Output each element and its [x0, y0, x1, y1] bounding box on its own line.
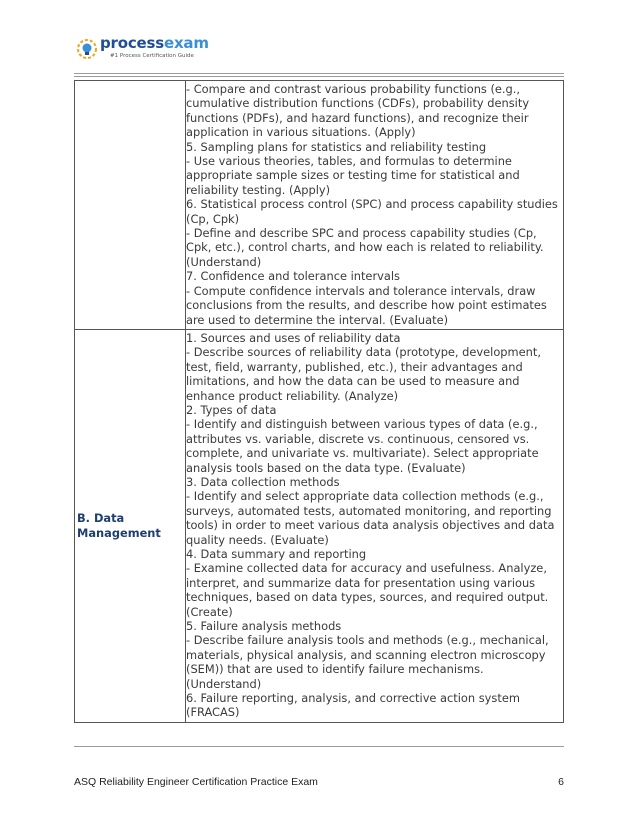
header-divider-secondary	[74, 76, 564, 77]
content-line: 1. Sources and uses of reliability data	[186, 330, 401, 345]
topic-label-cell	[75, 81, 186, 330]
content-line: 5. Sampling plans for statistics and reliability testing	[186, 139, 487, 154]
content-line: - Compare and contrast various probability functions (e.g., cumulative distribution functions (CDFs), probability density functions (PDFs), and hazard functions), and recognize their application in various situations. (Apply)	[186, 82, 530, 140]
footer-divider	[74, 746, 564, 747]
header-divider	[74, 73, 564, 74]
topic-content-cell	[186, 329, 564, 722]
content-line: 5. Failure analysis methods	[186, 619, 342, 634]
content-line: - Describe failure analysis tools and methods (e.g., mechanical, materials, physical analysis, and scanning electron microscopy (SEM)) that are used to identify failure mechanisms. (Understand)	[186, 633, 549, 691]
table-row	[75, 81, 564, 330]
content-line: 4. Data summary and reporting	[186, 547, 367, 561]
content-line: 3. Data collection methods	[186, 474, 340, 489]
content-line: - Describe sources of reliability data (prototype, development, test, field, warranty, published, etc.), their advantages and limitations, and how the data can be used to measure and enhance product reliability. (Analyze)	[186, 345, 541, 403]
topic-content-cell	[186, 81, 564, 330]
page-number: 6	[558, 776, 564, 788]
syllabus-table	[74, 80, 564, 723]
table-row	[75, 329, 564, 722]
content-line: - Identify and distinguish between various types of data (e.g., attributes vs. variable, discrete vs. continuous, censored vs. complete, and univariate vs. multivariate). Select appropriate analysis tools based on the data type. (Evaluate)	[186, 417, 539, 475]
logo-tagline: #1 Process Certification Guide	[110, 53, 194, 59]
content-line: - Examine collected data for accuracy and usefulness. Analyze, interpret, and summarize data for presentation using various techniques, based on data types, sources, and required output. (Create)	[186, 561, 549, 619]
processexam-logo	[76, 34, 226, 66]
footer-title: ASQ Reliability Engineer Certification Practice Exam	[74, 776, 318, 788]
topic-label-cell: B. Data Management	[75, 329, 186, 722]
lightbulb-gear-icon	[76, 38, 98, 60]
content-line: 7. Confidence and tolerance intervals	[186, 269, 400, 284]
logo-wordmark: processexam	[100, 34, 209, 52]
content-line: - Compute confidence intervals and tolerance intervals, draw conclusions from the results, and describe how point estimates are used to determine the interval. (Evaluate)	[186, 283, 547, 327]
content-line: - Use various theories, tables, and formulas to determine appropriate sample sizes or testing time for statistical and reliability testing. (Apply)	[186, 154, 520, 197]
content-line: - Define and describe SPC and process capability studies (Cp, Cpk, etc.), control charts, and how each is related to reliability. (Understand)	[186, 226, 544, 269]
content-line: 2. Types of data	[186, 402, 277, 417]
content-line: 6. Statistical process control (SPC) and process capability studies (Cp, Cpk)	[186, 197, 558, 226]
content-line: 6. Failure reporting, analysis, and corrective action system (FRACAS)	[186, 691, 520, 720]
content-line: - Identify and select appropriate data collection methods (e.g., surveys, automated tests, automated monitoring, and reporting tools) in order to meet various data analysis objectives and data quality needs. (Evaluate)	[186, 489, 555, 547]
